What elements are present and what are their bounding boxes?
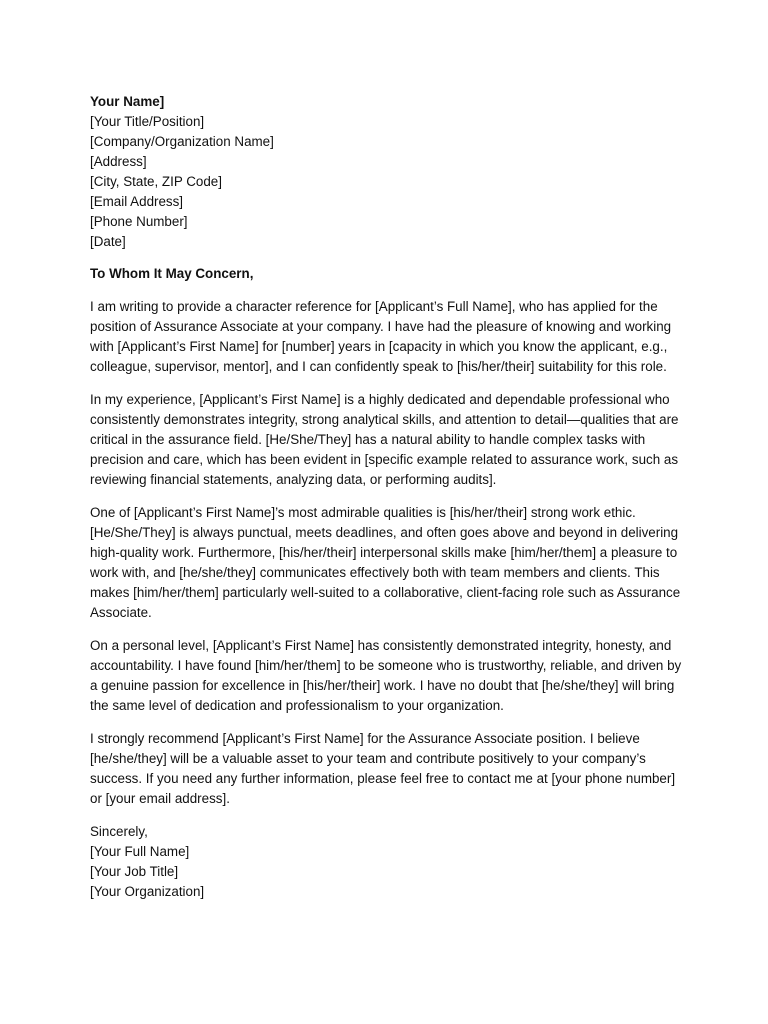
salutation: To Whom It May Concern, bbox=[90, 266, 254, 281]
signer-full-name: [Your Full Name] bbox=[90, 844, 190, 859]
valediction: Sincerely, bbox=[90, 824, 148, 839]
closing-block bbox=[90, 822, 682, 902]
body-paragraph-work-ethic: One of [Applicant’s First Name]’s most admirable qualities is [his/her/their] strong work ethic. [He/She/They] is always punctual, meets deadlines, and often goes above and beyond in delivering high-quality work. Furthermore, [his/her/their] interpersonal skills make [him/her/them] a pleasure to work with, and [he/she/they] communicates effectively both with team members and clients. This makes [him/her/them] particularly well-suited to a collaborative, client-facing role such as Assurance Associate. bbox=[90, 505, 681, 620]
body-paragraph-experience: In my experience, [Applicant’s First Name] is a highly dedicated and dependable professional who consistently demonstrates integrity, strong analytical skills, and attention to detail—qualities that are critical in the assurance field. [He/She/They] has a natural ability to handle complex tasks with precision and care, which has been evident in [specific example related to assurance work, such as reviewing financial statements, analyzing data, or performing audits]. bbox=[90, 392, 679, 487]
body-paragraph-recommendation: I strongly recommend [Applicant’s First Name] for the Assurance Associate position. I believe [he/she/they] will be a valuable asset to your team and contribute positively to your company’s success. If you need any further information, please feel free to contact me at [your phone number] or [your email address]. bbox=[90, 731, 676, 806]
body-paragraph-intro: I am writing to provide a character reference for [Applicant’s Full Name], who has applied for the position of Assurance Associate at your company. I have had the pleasure of knowing and working with [Applicant’s First Name] for [number] years in [capacity in which you know the applicant, e.g., colleague, supervisor, mentor], and I can confidently speak to [his/her/their] suitability for this role. bbox=[90, 299, 672, 374]
sender-title: [Your Title/Position] bbox=[90, 114, 205, 129]
signer-job-title: [Your Job Title] bbox=[90, 864, 179, 879]
sender-name: Your Name] bbox=[90, 94, 165, 109]
sender-phone: [Phone Number] bbox=[90, 214, 188, 229]
signer-organization: [Your Organization] bbox=[90, 884, 205, 899]
body-paragraph-personal: On a personal level, [Applicant’s First Name] has consistently demonstrated integrity, honesty, and accountability. I have found [him/her/them] to be someone who is trustworthy, reliable, and driven by a genuine passion for excellence in [his/her/their] work. I have no doubt that [he/she/they] will bring the same level of dedication and professionalism to your organization. bbox=[90, 638, 682, 713]
sender-company: [Company/Organization Name] bbox=[90, 134, 274, 149]
sender-address: [Address] bbox=[90, 154, 147, 169]
letter-page bbox=[90, 92, 682, 902]
sender-block bbox=[90, 92, 682, 252]
sender-email: [Email Address] bbox=[90, 194, 184, 209]
letter-date: [Date] bbox=[90, 234, 126, 249]
sender-city-state-zip: [City, State, ZIP Code] bbox=[90, 174, 222, 189]
